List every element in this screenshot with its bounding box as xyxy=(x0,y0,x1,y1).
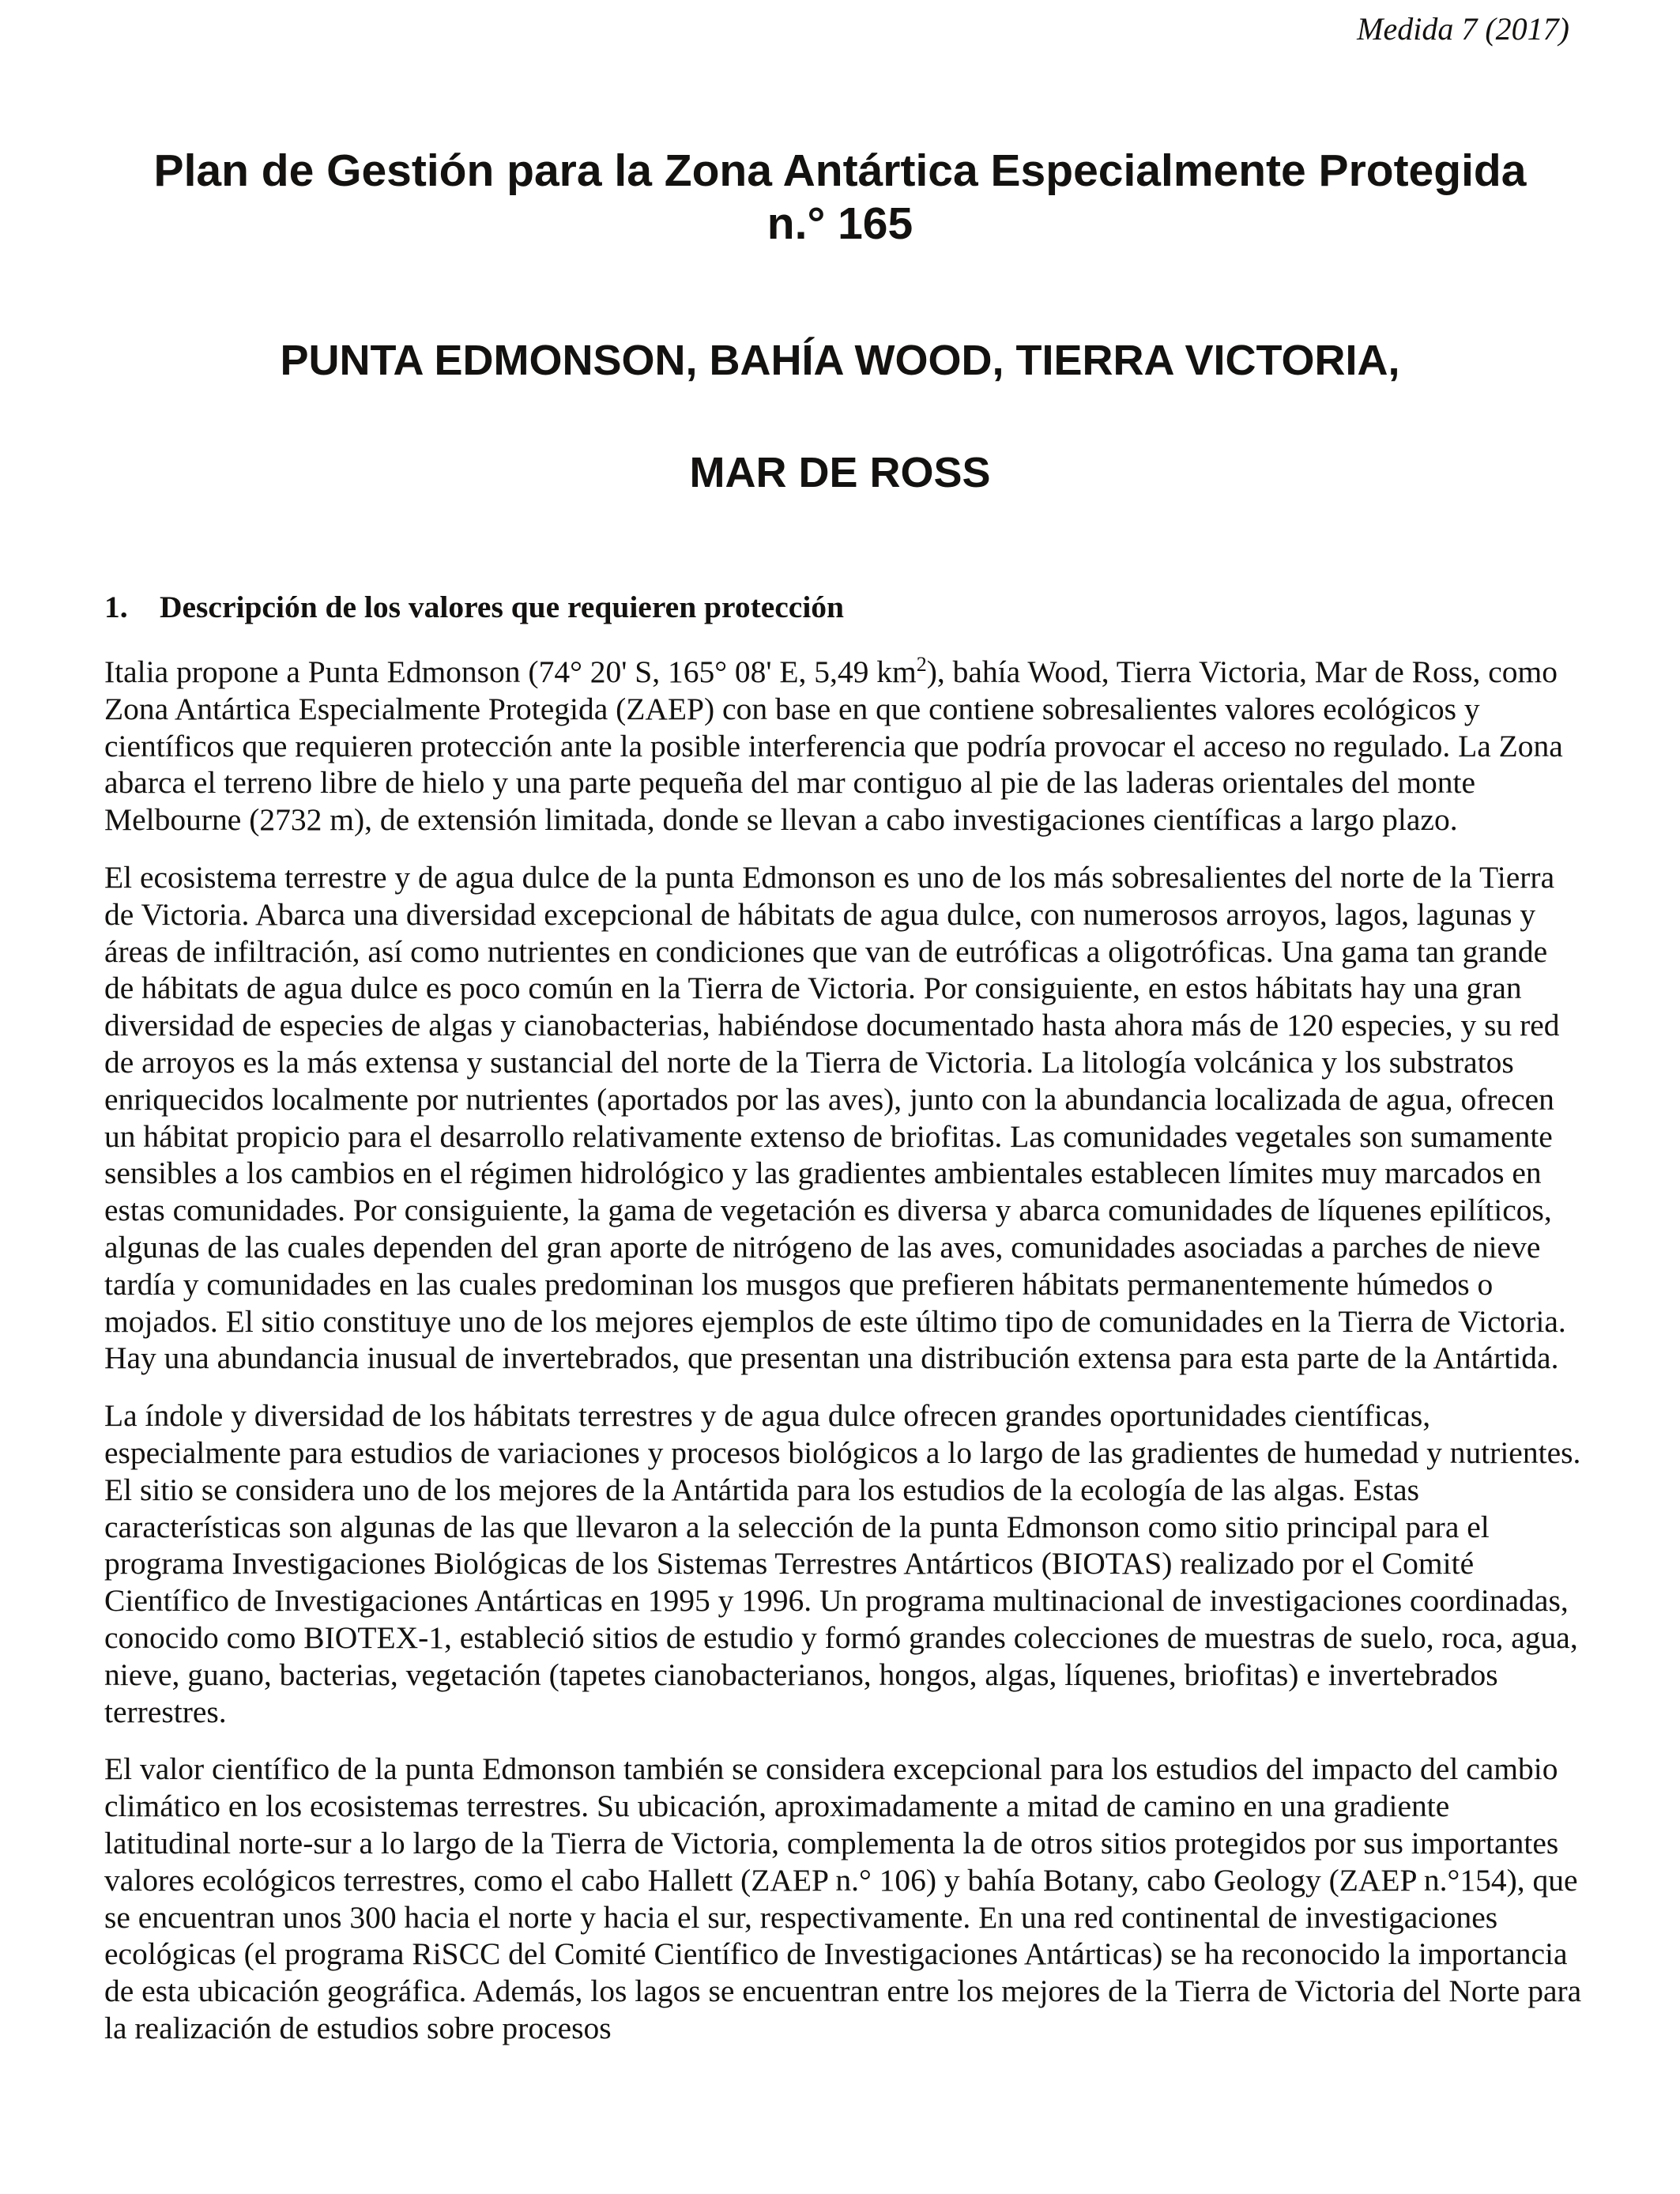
section-title: Descripción de los valores que requieren protección xyxy=(160,590,845,624)
paragraph-4: El valor científico de la punta Edmonson también se considera excepcional para los estudios del impacto del cambio climático en los ecosistemas terrestres. Su ubicación, aproximadamente a mitad de camino en una gradiente latitudinal norte-sur a lo largo de la Tierra de Victoria, complementa la de otros sitios protegidos por sus importantes valores ecológicos terrestres, como el cabo Hallett (ZAEP n.° 106) y bahía Botany, cabo Geology (ZAEP n.°154), que se encuentran unos 300 hacia el norte y hacia el sur, respectivamente. En una red continental de investigaciones ecológicas (el programa RiSCC del Comité Científico de Investigaciones Antárticas) se ha reconocido la importancia de esta ubicación geográfica. Además, los lagos se encuentran entre los mejores de la Tierra de Victoria del Norte para la realización de estudios sobre procesos xyxy=(104,1751,1582,2045)
document-title xyxy=(0,145,1680,251)
document-body xyxy=(104,654,1584,2047)
header-note: Medida 7 (2017) xyxy=(1357,11,1569,47)
subtitle-line-2: MAR DE ROSS xyxy=(689,449,991,496)
title-line-2: n.° 165 xyxy=(767,198,913,249)
superscript-2: 2 xyxy=(916,652,927,676)
section-heading xyxy=(104,589,1580,625)
section-number: 1. xyxy=(104,590,128,624)
paragraph-2: El ecosistema terrestre y de agua dulce de la punta Edmonson es uno de los más sobresalientes del norte de la Tierra de Victoria. Abarca una diversidad excepcional de hábitats de agua dulce, con numerosos arroyos, lagos, lagunas y áreas de infiltración, así como nutrientes en condiciones que van de eutróficas a oligotróficas. Una gama tan grande de hábitats de agua dulce es poco común en la Tierra de Victoria. Por consiguiente, en estos hábitats hay una gran diversidad de especies de algas y cianobacterias, habiéndose documentado hasta ahora más de 120 especies, y su red de arroyos es la más extensa y sustancial del norte de la Tierra de Victoria. La litología volcánica y los substratos enriquecidos localmente por nutrientes (aportados por las aves), junto con la abundancia localizada de agua, ofrecen un hábitat propicio para el desarrollo relativamente extenso de briofitas. Las comunidades vegetales son sumamente sensibles a los cambios en el régimen hidrológico y las gradientes ambientales establecen límites muy marcados en estas comunidades. Por consiguiente, la gama de vegetación es diversa y abarca comunidades de líquenes epilíticos, algunas de las cuales dependen del gran aporte de nitrógeno de las aves, comunidades asociadas a parches de nieve tardía y comunidades en las cuales predominan los musgos que prefieren hábitats permanentemente húmedos o mojados. El sitio constituye uno de los mejores ejemplos de este último tipo de comunidades en la Tierra de Victoria. Hay una abundancia inusual de invertebrados, que presentan una distribución extensa para esta parte de la Antártida. xyxy=(104,859,1566,1376)
title-line-1: Plan de Gestión para la Zona Antártica Especialmente Protegida xyxy=(153,145,1527,196)
paragraph-1-text-before-superscript: Italia propone a Punta Edmonson (74° 20' S, 165° 08' E, 5,49 km xyxy=(104,654,917,689)
paragraph-1 xyxy=(104,654,1584,839)
paragraph-3: La índole y diversidad de los hábitats terrestres y de agua dulce ofrecen grandes oportunidades científicas, especialmente para estudios de variaciones y procesos biológicos a lo largo de las gradientes de humedad y nutrientes. El sitio se considera uno de los mejores de la Antártida para los estudios de la ecología de las algas. Estas características son algunas de las que llevaron a la selección de la punta Edmonson como sitio principal para el programa Investigaciones Biológicas de los Sistemas Terrestres Antárticos (BIOTAS) realizado por el Comité Científico de Investigaciones Antárticas en 1995 y 1996. Un programa multinacional de investigaciones coordinadas, conocido como BIOTEX-1, estableció sitios de estudio y formó grandes colecciones de muestras de suelo, roca, agua, nieve, guano, bacterias, vegetación (tapetes cianobacterianos, hongos, algas, líquenes, briofitas) e invertebrados terrestres. xyxy=(104,1398,1581,1729)
subtitle-line-1: PUNTA EDMONSON, BAHÍA WOOD, TIERRA VICTORIA, xyxy=(280,337,1400,384)
paragraph-1-text-after-superscript: ), bahía Wood, Tierra Victoria, Mar de Ross, como Zona Antártica Especialmente Protegida (ZAEP) con base en que contiene sobresalientes valores ecológicos y científicos que requieren protección ante la posible interferencia que podría provocar el acceso no regulado. La Zona abarca el terreno libre de hielo y una parte pequeña del mar contiguo al pie de las laderas orientales del monte Melbourne (2732 m), de extensión limitada, donde se llevan a cabo investigaciones científicas a largo plazo. xyxy=(104,654,1563,838)
